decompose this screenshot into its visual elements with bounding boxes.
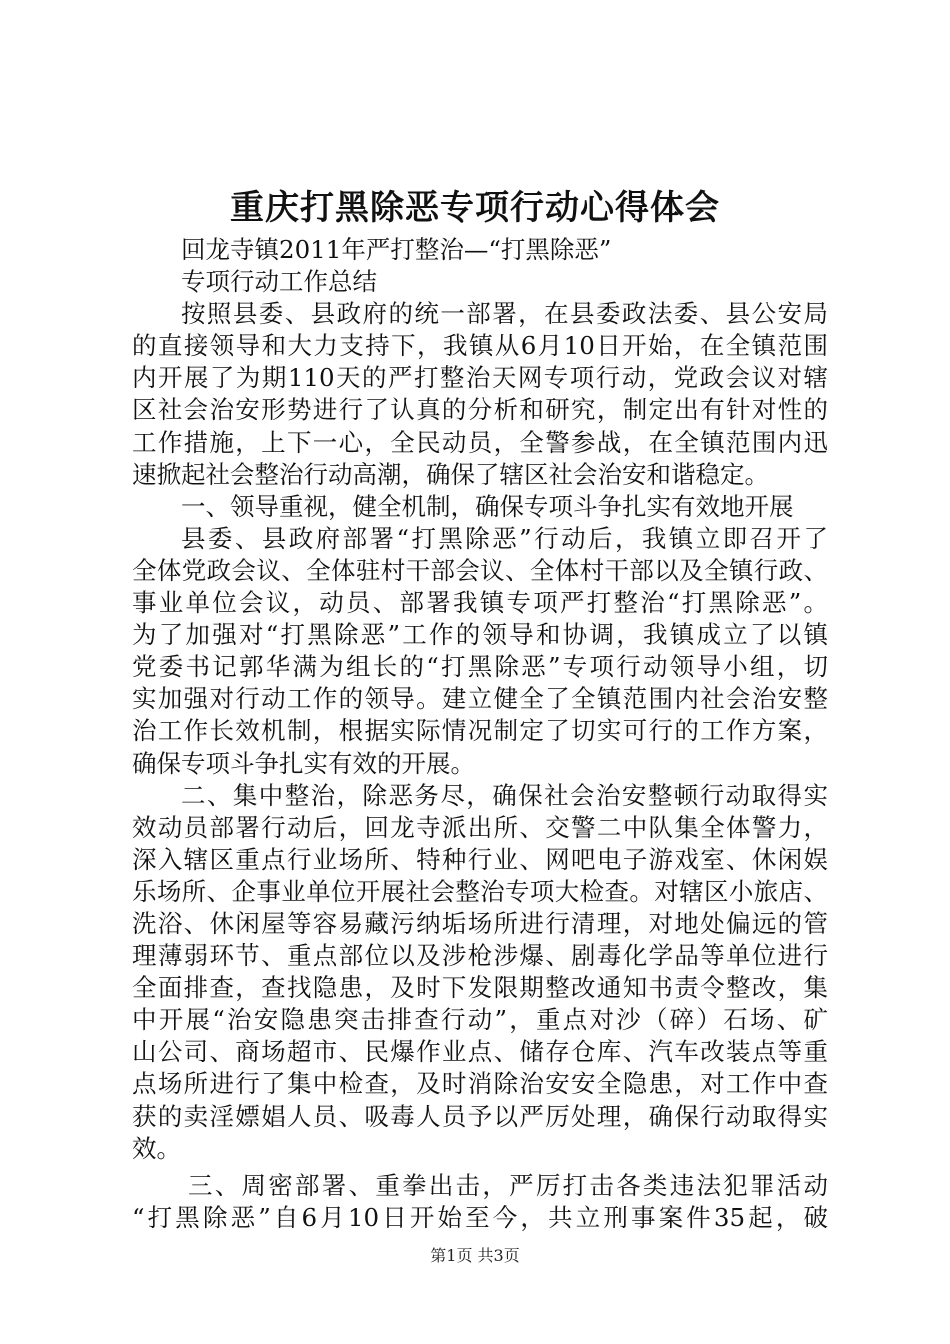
paragraph-line: 工作措施，上下一心，全民动员，全警参战，在全镇范围内迅 xyxy=(132,427,828,457)
paragraph-line: 党委书记郭华满为组长的“打黑除恶”专项行动领导小组，切 xyxy=(132,652,828,682)
paragraph-line: 获的卖淫嫖娼人员、吸毒人员予以严厉处理，确保行动取得实 xyxy=(132,1101,828,1131)
page-indicator: 第1页 共3页 xyxy=(430,1246,520,1265)
paragraph-line: 中开展“治安隐患突击排查行动”，重点对沙（碎）石场、矿 xyxy=(132,1005,828,1035)
paragraph-line: 治工作长效机制，根据实际情况制定了切实可行的工作方案， xyxy=(132,716,828,746)
subtitle-line-1: 回龙寺镇2011年严打整治—“打黑除恶” xyxy=(181,235,612,264)
paragraph-line: 速掀起社会整治行动高潮，确保了辖区社会治安和谐稳定。 xyxy=(132,459,769,489)
paragraph-line: 确保专项斗争扎实有效的开展。 xyxy=(132,748,475,778)
paragraph-line: 的直接领导和大力支持下，我镇从6月10日开始，在全镇范围 xyxy=(132,331,828,361)
section-heading-2: 二、集中整治，除恶务尽，确保社会治安整顿行动取得实 xyxy=(181,780,828,810)
paragraph-line: 事业单位会议，动员、部署我镇专项严打整治“打黑除恶”。 xyxy=(132,588,828,618)
paragraph-line: 为了加强对“打黑除恶”工作的领导和协调，我镇成立了以镇 xyxy=(132,620,828,650)
paragraph-line: 乐场所、企事业单位开展社会整治专项大检查。对辖区小旅店、 xyxy=(132,876,828,906)
paragraph-line: 按照县委、县政府的统一部署，在县委政法委、县公安局 xyxy=(181,299,828,329)
paragraph-line: 深入辖区重点行业场所、特种行业、网吧电子游戏室、休闲娱 xyxy=(132,844,828,874)
paragraph-line: 理薄弱环节、重点部位以及涉枪涉爆、剧毒化学品等单位进行 xyxy=(132,941,828,971)
paragraph-line: 点场所进行了集中检查，及时消除治安安全隐患，对工作中查 xyxy=(132,1069,828,1099)
section-heading-1: 一、领导重视，健全机制，确保专项斗争扎实有效地开展 xyxy=(181,491,794,521)
document-body xyxy=(132,234,828,1234)
paragraph-line: 内开展了为期110天的严打整治天网专项行动，党政会议对辖 xyxy=(132,363,828,393)
paragraph-line: 全体党政会议、全体驻村干部会议、全体村干部以及全镇行政、 xyxy=(132,555,828,585)
paragraph-line: 效动员部署行动后，回龙寺派出所、交警二中队集全体警力， xyxy=(132,812,828,842)
subtitle-line-2: 专项行动工作总结 xyxy=(181,267,377,297)
section-heading-3: 三、周密部署、重拳出击，严厉打击各类违法犯罪活动 xyxy=(188,1170,828,1200)
paragraph-line: 实加强对行动工作的领导。建立健全了全镇范围内社会治安整 xyxy=(132,684,828,714)
document-title: 重庆打黑除恶专项行动心得体会 xyxy=(230,188,720,228)
paragraph-line: 区社会治安形势进行了认真的分析和研究，制定出有针对性的 xyxy=(132,395,828,425)
paragraph-line: 县委、县政府部署“打黑除恶”行动后，我镇立即召开了 xyxy=(181,523,828,553)
paragraph-line: 山公司、商场超市、民爆作业点、储存仓库、汽车改装点等重 xyxy=(132,1037,828,1067)
paragraph-line: 效。 xyxy=(132,1133,181,1163)
paragraph-line: 全面排查，查找隐患，及时下发限期整改通知书责令整改，集 xyxy=(132,973,828,1003)
paragraph-line: “打黑除恶”自6月10日开始至今，共立刑事案件35起，破 xyxy=(132,1202,828,1232)
paragraph-line: 洗浴、休闲屋等容易藏污纳垢场所进行清理，对地处偏远的管 xyxy=(132,908,828,938)
